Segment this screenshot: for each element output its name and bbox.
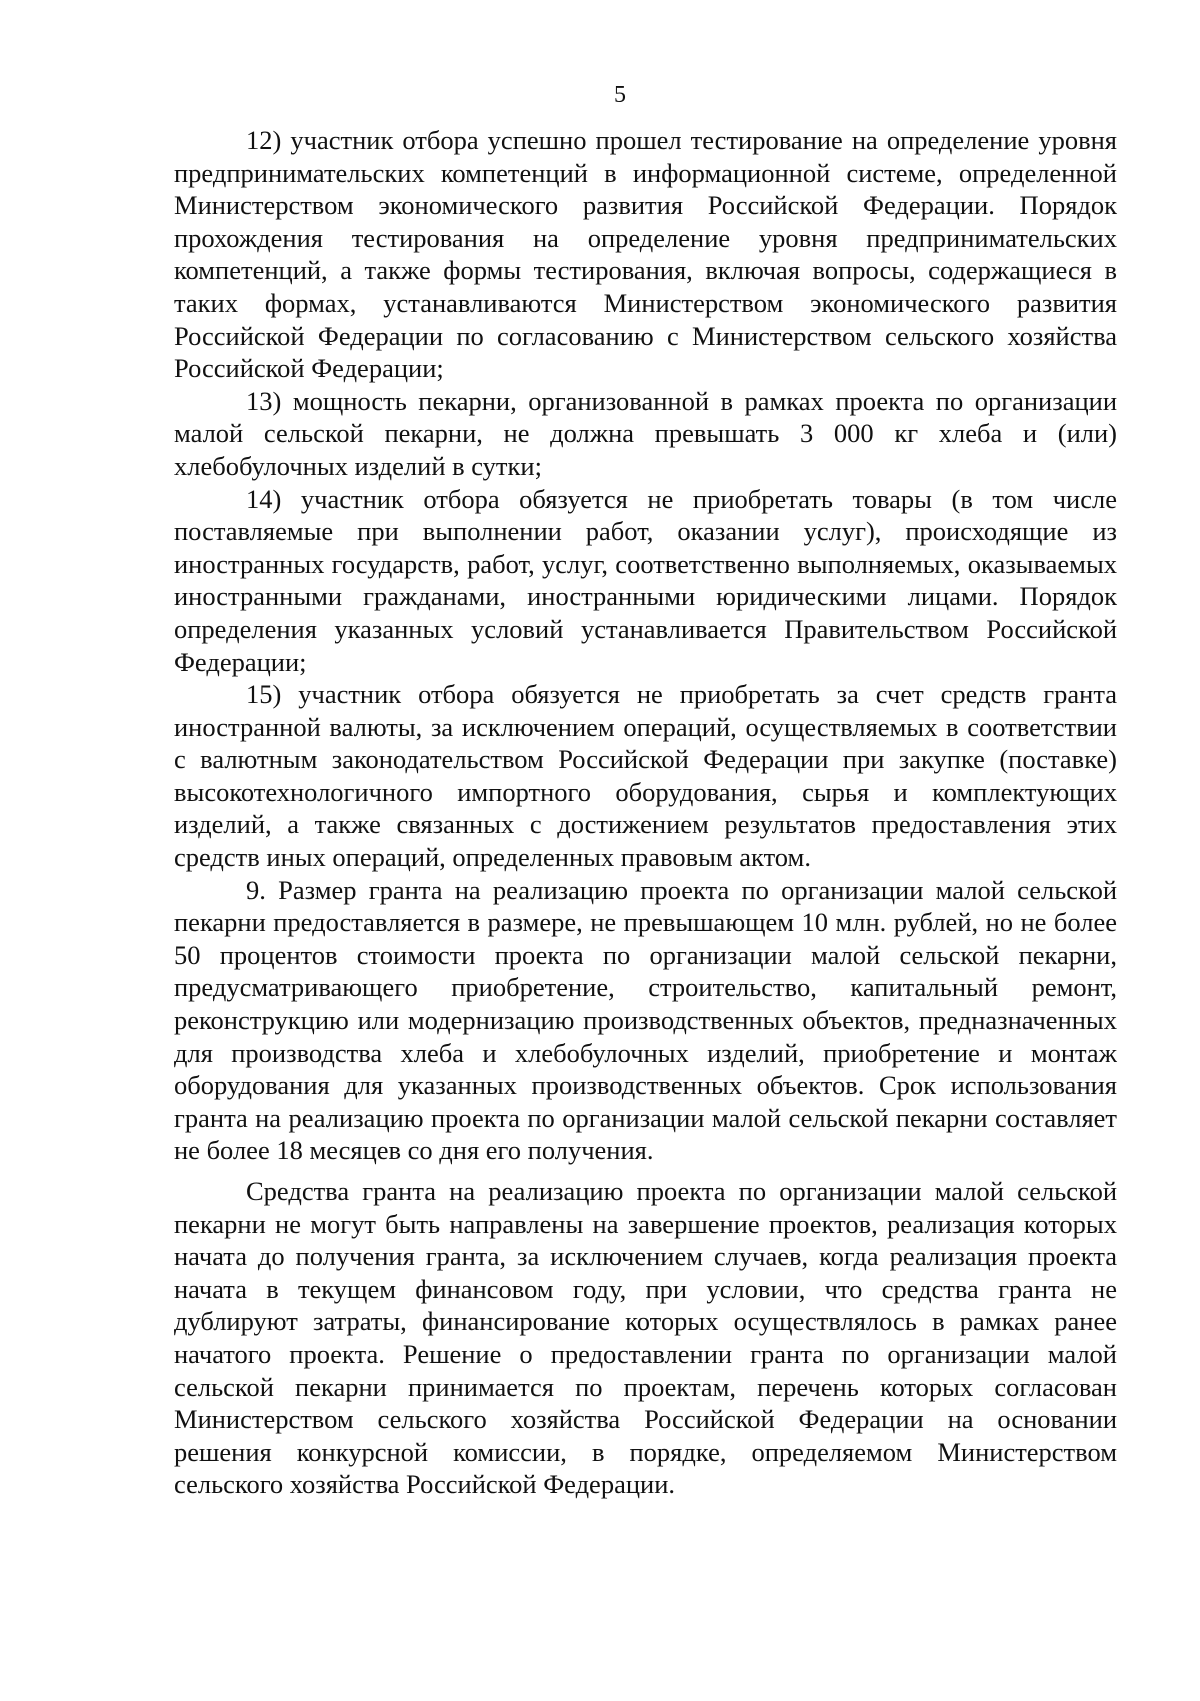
paragraph-item-14: 14) участник отбора обязуется не приобретать товары (в том числе поставляемые при выполнении работ, оказании услуг), происходящие из иностранных государств, работ, услуг, соответственно выполняемых, оказываемых иностранными гражданами, иностранными юридическими лицами. Порядок определения указанных условий устанавливается Правительством Российской Федерации; <box>174 483 1117 677</box>
paragraph-item-15: 15) участник отбора обязуется не приобретать за счет средств гранта иностранной валюты, за исключением операций, осуществляемых в соответствии с валютным законодательством Российской Федерации при закупке (поставке) высокотехнологичного импортного оборудования, сырья и комплектующих изделий, а также связанных с достижением результатов предоставления этих средств иных операций, определенных правовым актом. <box>174 679 1117 873</box>
paragraph-clause-9: 9. Размер гранта на реализацию проекта по организации малой сельской пекарни предоставляется в размере, не превышающем 10 млн. рублей, но не более 50 процентов стоимости проекта по организации малой сельской пекарни, предусматривающего приобретение, строительство, капитальный ремонт, реконструкцию или модернизацию производственных объектов, предназначенных для производства хлеба и хлебобулочных изделий, приобретение и монтаж оборудования для указанных производственных объектов. Срок использования гранта на реализацию проекта по организации малой сельской пекарни составляет не более 18 месяцев со дня его получения. <box>174 874 1117 1166</box>
page-number: 5 <box>614 82 626 108</box>
paragraph-grant-funds: Средства гранта на реализацию проекта по организации малой сельской пекарни не могут быть направлены на завершение проектов, реализация которых начата до получения гранта, за исключением случаев, когда реализация проекта начата в текущем финансовом году, при условии, что средства гранта не дублируют затраты, финансирование которых осуществлялось в рамках ранее начатого проекта. Решение о предоставлении гранта по организации малой сельской пекарни принимается по проектам, перечень которых согласован Министерством сельского хозяйства Российской Федерации на основании решения конкурсной комиссии, в порядке, определяемом Министерством сельского хозяйства Российской Федерации. <box>174 1176 1117 1500</box>
document-body <box>174 124 1117 1501</box>
paragraph-item-12: 12) участник отбора успешно прошел тестирование на определение уровня предпринимательских компетенций в информационной системе, определенной Министерством экономического развития Российской Федерации. Порядок прохождения тестирования на определение уровня предпринимательских компетенций, а также формы тестирования, включая вопросы, содержащиеся в таких формах, устанавливаются Министерством экономического развития Российской Федерации по согласованию с Министерством сельского хозяйства Российской Федерации; <box>174 125 1117 384</box>
paragraph-item-13: 13) мощность пекарни, организованной в рамках проекта по организации малой сельской пекарни, не должна превышать 3 000 кг хлеба и (или) хлебобулочных изделий в сутки; <box>174 385 1117 481</box>
